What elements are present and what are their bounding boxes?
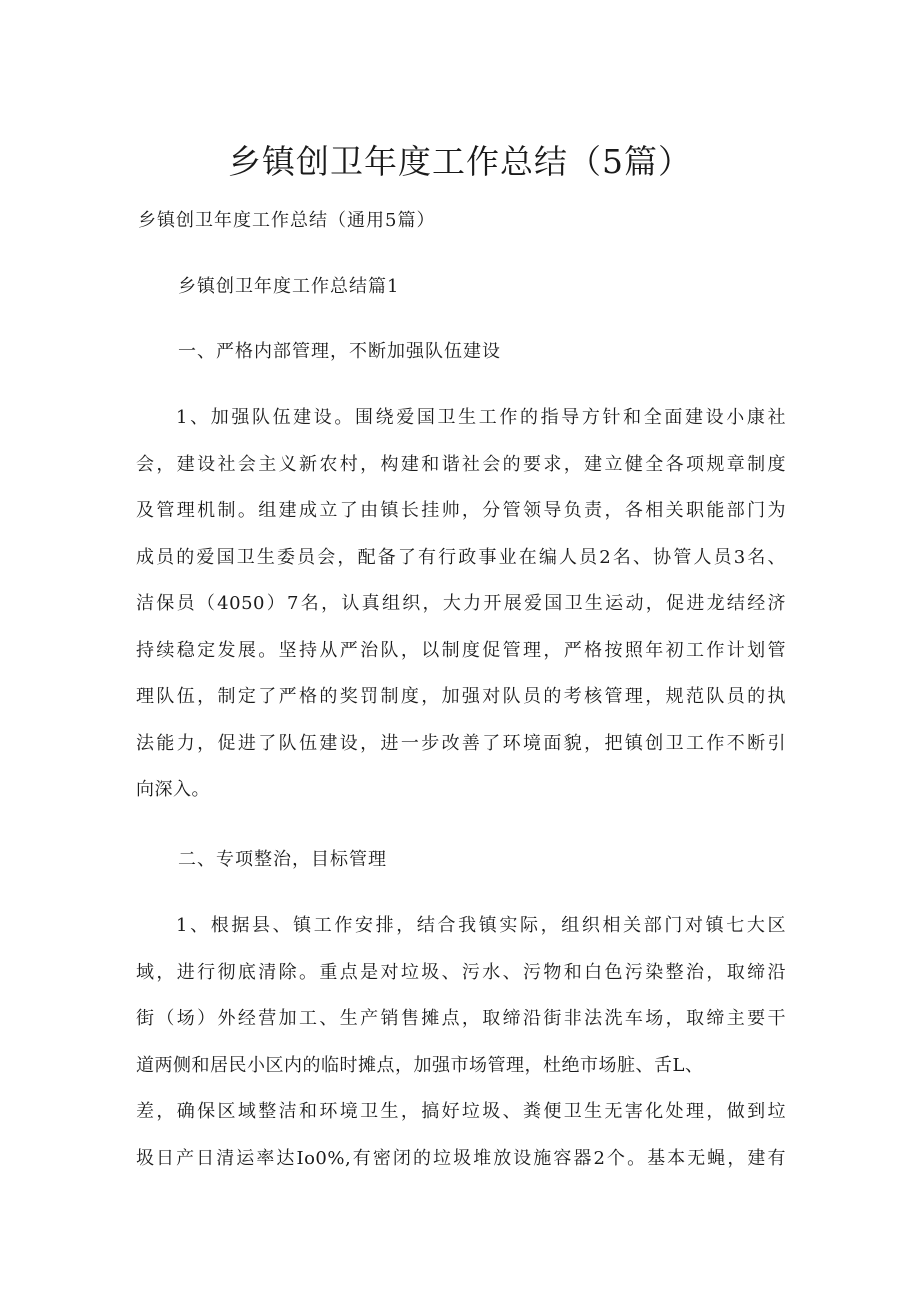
paragraph-line: 圾日产日清运率达Io0%,有密闭的垃圾堆放设施容器2个。基本无蝇，建有 — [136, 1147, 786, 1169]
section-2-heading: 二、专项整治，目标管理 — [178, 849, 387, 870]
document-subtitle: 乡镇创卫年度工作总结（通用5篇） — [138, 210, 436, 231]
paragraph-line: 街（场）外经营加工、生产销售摊点，取缔沿街非法洗车场，取缔主要干 — [136, 1008, 786, 1029]
paragraph-line: 会，建设社会主义新农村，构建和谐社会的要求，建立健全各项规章制度 — [136, 453, 786, 475]
section-1-paragraph — [136, 395, 786, 814]
section-1-heading: 一、严格内部管理，不断加强队伍建设 — [178, 341, 501, 362]
paragraph-line: 成员的爱国卫生委员会，配备了有行政事业在编人员2名、协管人员3名、 — [136, 546, 786, 568]
section-2-paragraph — [136, 903, 786, 1182]
document-title: 乡镇创卫年度工作总结（5篇） — [228, 142, 692, 181]
article-heading: 乡镇创卫年度工作总结篇1 — [178, 276, 400, 297]
paragraph-line: 法能力，促进了队伍建设，进一步改善了环境面貌，把镇创卫工作不断引 — [136, 732, 786, 754]
paragraph-line: 理队伍，制定了严格的奖罚制度，加强对队员的考核管理，规范队员的执 — [136, 686, 786, 707]
paragraph-line: 域，进行彻底清除。重点是对垃圾、污水、污物和白色污染整治，取缔沿 — [136, 961, 786, 983]
paragraph-line: 1、根据县、镇工作安排，结合我镇实际，组织相关部门对镇七大区 — [176, 915, 786, 936]
paragraph-line: 向深入。 — [136, 779, 210, 800]
paragraph-line: 差，确保区域整洁和环境卫生，搞好垃圾、粪便卫生无害化处理，做到垃 — [136, 1101, 786, 1122]
paragraph-line: 持续稳定发展。坚持从严治队，以制度促管理，严格按照年初工作计划管 — [136, 639, 786, 661]
paragraph-line: 1、加强队伍建设。围绕爱国卫生工作的指导方针和全面建设小康社 — [176, 407, 786, 428]
paragraph-line: 洁保员（4050）7名，认真组织，大力开展爱国卫生运动，促进龙结经济 — [136, 593, 786, 614]
paragraph-line: 道两侧和居民小区内的临时摊点，加强市场管理，杜绝市场脏、舌L、 — [136, 1054, 704, 1076]
paragraph-line: 及管理机制。组建成立了由镇长挂帅，分管领导负责，各相关职能部门为 — [136, 500, 786, 521]
